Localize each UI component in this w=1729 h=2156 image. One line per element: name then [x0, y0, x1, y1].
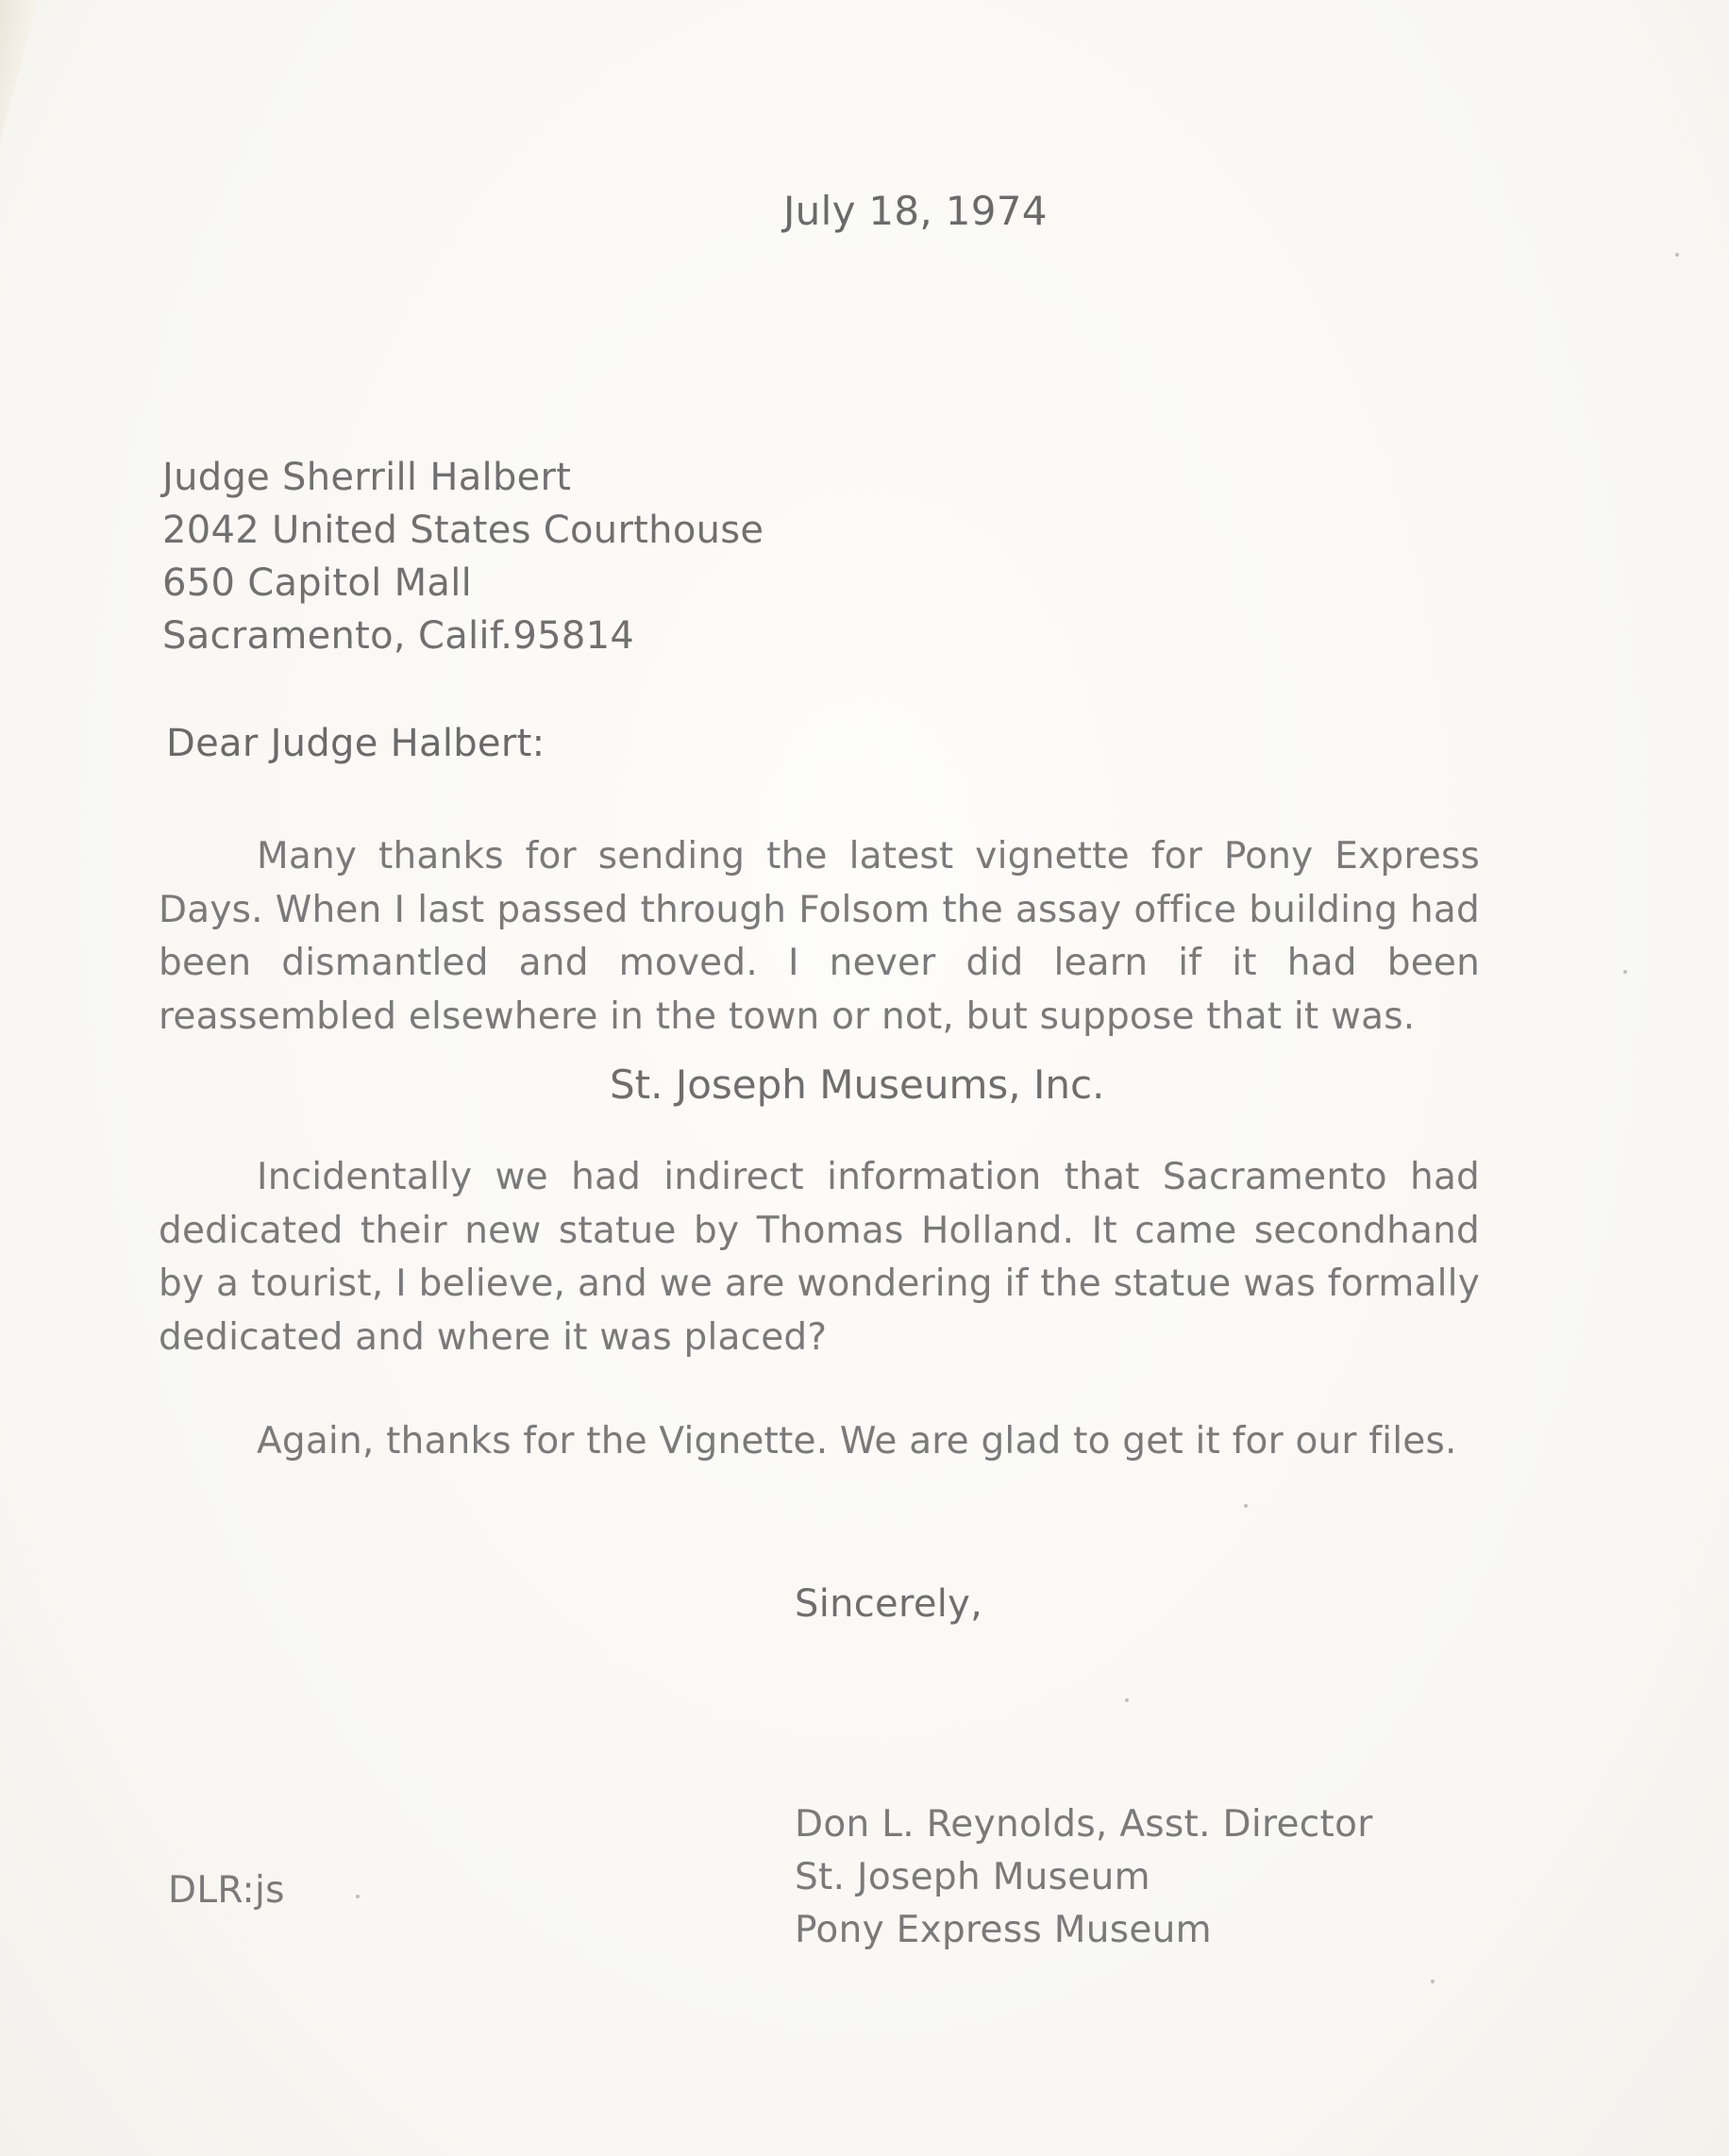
watermark-text: St. Joseph Museums, Inc.: [610, 1061, 1105, 1108]
body-paragraph-2: Incidentally we had indirect information that Sacramento had dedicated their new statue by Thomas Holland. It came secondhand by a tourist, I believe, and we are wondering if the statue was formally dedicated and where it was placed?: [159, 1156, 1480, 1359]
recipient-name: Judge Sherrill Halbert: [162, 456, 572, 499]
signature-org-2: Pony Express Museum: [795, 1909, 1212, 1951]
paper-speck: [1125, 1698, 1129, 1702]
recipient-address-line-1: 2042 United States Courthouse: [162, 509, 764, 552]
recipient-address-line-3: Sacramento, Calif.95814: [162, 614, 635, 658]
letter-date: July 18, 1974: [783, 188, 1048, 234]
signature-name: Don L. Reynolds, Asst. Director: [795, 1803, 1373, 1846]
typist-initials: DLR:js: [168, 1869, 285, 1912]
paper-speck: [1244, 1504, 1248, 1508]
paper-corner: [0, 0, 38, 142]
paper-speck: [1431, 1980, 1435, 1983]
body-paragraph-3: Again, thanks for the Vignette. We are glad to get it for our files.: [257, 1420, 1457, 1462]
paper-speck: [356, 1895, 360, 1898]
signature-org-1: St. Joseph Museum: [795, 1856, 1150, 1898]
body-paragraph-1: Many thanks for sending the latest vignette for Pony Express Days. When I last passed through Folsom the assay office building had been dismantled and moved. I never did learn if it had been reassembled elsewhere in the town or not, but suppose that it was.: [159, 835, 1480, 1038]
salutation: Dear Judge Halbert:: [166, 722, 546, 765]
closing: Sincerely,: [795, 1582, 983, 1626]
paper-speck: [1675, 253, 1679, 257]
recipient-address-line-2: 650 Capitol Mall: [162, 561, 473, 605]
paper-speck: [1623, 970, 1627, 974]
